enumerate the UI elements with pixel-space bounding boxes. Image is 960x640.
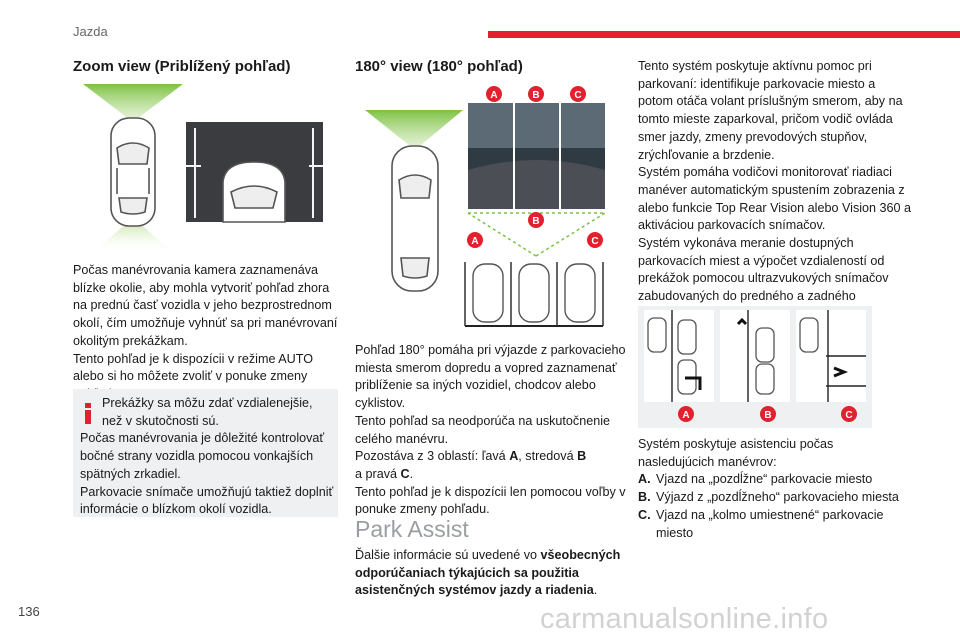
car-front-icon xyxy=(223,162,285,222)
park-assist-paragraph: Ďalšie informácie sú uvedené vo všeobecných odporúčaniach týkajúcich sa použitia asistenčných systémov jazdy a riadenia. xyxy=(355,548,621,598)
parked-cars xyxy=(465,262,603,326)
car-top-icon xyxy=(111,118,155,226)
camera-cone-front xyxy=(83,84,183,122)
svg-text:B: B xyxy=(532,216,540,227)
view180-figure xyxy=(355,80,620,335)
svg-text:C: C xyxy=(591,236,599,247)
zoom-view-paragraph: Počas manévrovania kamera zaznamenáva blízke okolie, aby mohla vytvoriť pohľad zhora na prednú časť vozidla v jeho bezprostrednom okolí, čím umožňuje vyhnúť sa pri manévrovaní okolitým prekážkam. Tento pohľad je k dispozícii v režime AUTO alebo si ho môžete zvoliť v ponuke zmeny xyxy=(73,263,338,384)
svg-text:C: C xyxy=(845,410,853,421)
label-b-diagram xyxy=(760,406,776,422)
label-c-mid xyxy=(587,232,603,248)
svg-text:B: B xyxy=(532,90,540,101)
park-assist-diagram xyxy=(638,306,872,428)
zoom-view-figure xyxy=(73,80,338,255)
label-a-top xyxy=(486,86,502,102)
list-item: C. Vjazd na „kolmo umiestnené“ parkovacie xyxy=(638,507,884,522)
page-number: 136 xyxy=(18,604,40,619)
car-top-icon xyxy=(392,146,438,291)
label-c-diagram xyxy=(841,406,857,422)
svg-text:A: A xyxy=(471,236,479,247)
svg-text:A: A xyxy=(490,90,498,101)
list-item: B. Výjazd z „pozdĺžneho“ parkovacieho miesta xyxy=(638,490,899,505)
view180-paragraph: Pohľad 180° pomáha pri výjazde z parkovacieho miesta smerom dopredu a vopred zaznamenať priblíženie sa iných vozidiel, chodcov alebo cyklistov. Tento pohľad sa neodporúča na uskutočnenie celého manévru. Pozostáva z 3 oblastí: ľavá A, stredová B a pravá C. Tento pohľad je k dispozícii len pomocou voľby v ponuke zmeny pohľadu. xyxy=(355,343,626,517)
svg-text:C: C xyxy=(574,90,582,101)
label-a-mid xyxy=(467,232,483,248)
maneuver-intro: Systém poskytuje asistenciu počas xyxy=(638,437,834,451)
label-a-diagram xyxy=(678,406,694,422)
park-assist-title: Park Assist xyxy=(355,516,469,542)
camera-cone xyxy=(365,110,463,150)
info-box-text: Prekážky sa môžu zdať vzdialenejšie, než v skutočnosti sú. Počas manévrovania je dôležité kontrolovať bočné strany vozidla pomocou vonkajších spätných zrkadiel. Parkovacie snímače umožňujú taktiež doplniť informácie o blízkom okolí vozidla. xyxy=(80,396,334,517)
label-c-top xyxy=(570,86,586,102)
label-b-mid xyxy=(528,212,544,228)
section-header: Jazda xyxy=(73,24,108,39)
label-b-top xyxy=(528,86,544,102)
svg-text:B: B xyxy=(764,410,772,421)
list-item: A. Vjazd na „pozdĺžne“ parkovacie miesto xyxy=(638,472,873,487)
zoom-view-title: Zoom view (Priblížený pohľad) xyxy=(73,58,291,75)
info-box xyxy=(73,389,338,517)
svg-text:A: A xyxy=(682,410,690,421)
maneuver-list: Systém poskytuje asistenciu počas nasledujúcich manévrov: A. Vjazd na „pozdĺžne“ parkovacie miesto B. Výjazd z „pozdĺžneho“ parkovacieho miesta C. Vjazd na „kolmo umiestnené“ parkovacie miesto xyxy=(638,437,899,540)
header-accent-bar xyxy=(488,31,960,38)
park-assist-description: Tento systém poskytuje aktívnu pomoc pri parkovaní: identifikuje parkovacie miesto a potom otáča volant príslušným smerom, aby na tomto mieste zaparkoval, pričom vodič ovláda smer jazdy, zmeny prevodových stupňov, zrýchľovanie a brzdenie. Systém pomáha vodičovi monitorovať riadiaci manéver automatickým spustením zobrazenia z alebo funkcie Top Rear Vision alebo Vision 360 a aktiváciou parkovacích snímačov. Systém vykonáva meranie dostupných parkovacích miest a výpočet vzdialeností od prekážok pomocou ultrazvukových snímačov zabudovaných do predného a zadného xyxy=(638,59,912,304)
view180-title: 180° view (180° pohľad) xyxy=(355,58,523,75)
watermark: carmanualsonline.info xyxy=(540,603,829,635)
